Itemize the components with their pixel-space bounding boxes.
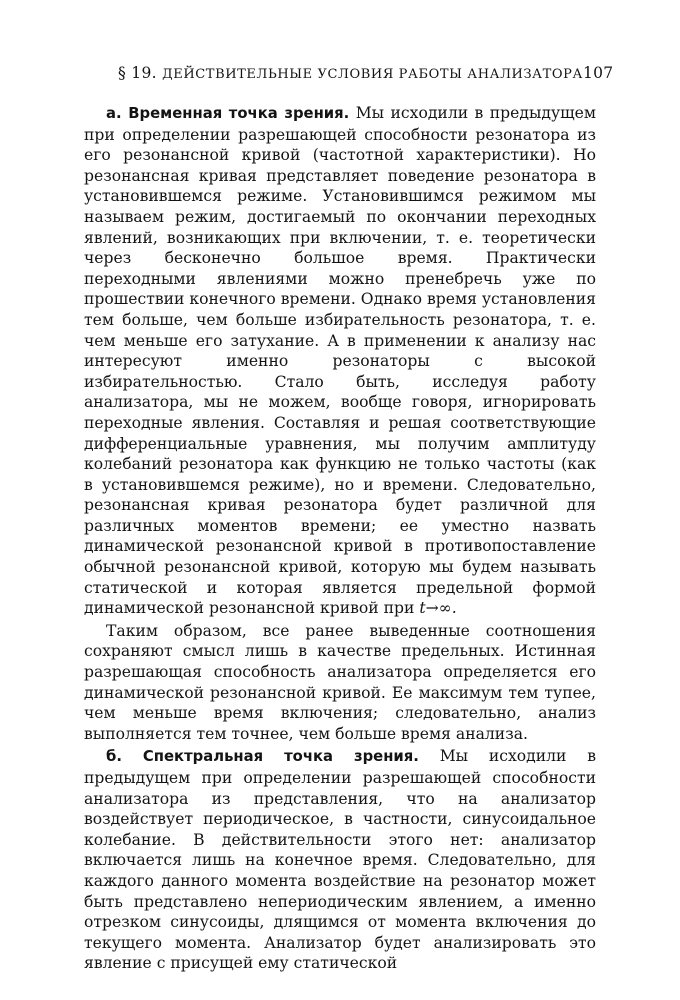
running-header (118, 64, 614, 82)
paragraph-text: Мы исходили в предыдущем при определении разрешающей способности анализатора из представления, что на анализатор воздействует периодическое, в частности, синусоидальное колебание. В действительности этого нет: анализатор включается лишь на конечное время. Следовательно, для каждого данного момента воздействие на резонатор может быть представлено непериодическим явлением, а именно отрезком синусоиды, длящимся от момента включения до текущего момента. Анализатор будет анализировать это явление с присущей ему статической (84, 747, 596, 973)
paragraph (84, 621, 596, 745)
page-number: 107 (582, 64, 614, 82)
paragraph (84, 103, 596, 619)
paragraph (84, 746, 596, 974)
section-title: ДЕЙСТВИТЕЛЬНЫЕ УСЛОВИЯ РАБОТЫ АНАЛИЗАТОРА (162, 67, 583, 82)
paragraph-text: Таким образом, все ранее выведенные соотношения сохраняют смысл лишь в качестве предельных. Истинная разрешающая способность анализатора определяется его динамической резонансной кривой. Ее максимум тем тупее, чем меньше время включения; следовательно, анализ выполняется тем точнее, чем больше время анализа. (84, 621, 596, 743)
body-text (84, 103, 596, 974)
header-title-group (118, 64, 583, 82)
math-expression: t→∞. (419, 599, 457, 618)
section-number: § 19. (118, 64, 157, 82)
paragraph-heading: а. Временная точка зрения. (106, 105, 350, 122)
paragraph-text: Мы исходили в предыдущем при определении разрешающей способности резонатора из его резонансной кривой (частотной характеристики). Но резонансная кривая представляет поведение резонатора в установившемся режиме. Установившимся режимом мы называем режим, достигаемый по окончании переходных явлений, возникающих при включении, т. е. теоретически через бесконечно большое время. Практически переходными явлениями можно пренебречь уже по прошествии конечного времени. Однако время установления тем больше, чем больше избирательность резонатора, т. е. чем меньше его затухание. А в применении к анализу нас интересуют именно резонаторы с высокой избирательностью. Стало быть, исследуя работу анализатора, мы не можем, вообще говоря, игнорировать переходные явления. Составляя и решая соответствующие дифференциальные уравнения, мы получим амплитуду колебаний резонатора как функцию не только частоты (как в установившемся режиме), но и времени. Следовательно, резонансная кривая резонатора будет различной для различных моментов времени; ее уместно назвать динамической резонансной кривой в противопоставление обычной резонансной кривой, которую мы будем называть статической и которая является предельной формой динамической резонансной кривой при (84, 104, 597, 618)
paragraph-heading: б. Спектральная точка зрения. (106, 748, 419, 766)
